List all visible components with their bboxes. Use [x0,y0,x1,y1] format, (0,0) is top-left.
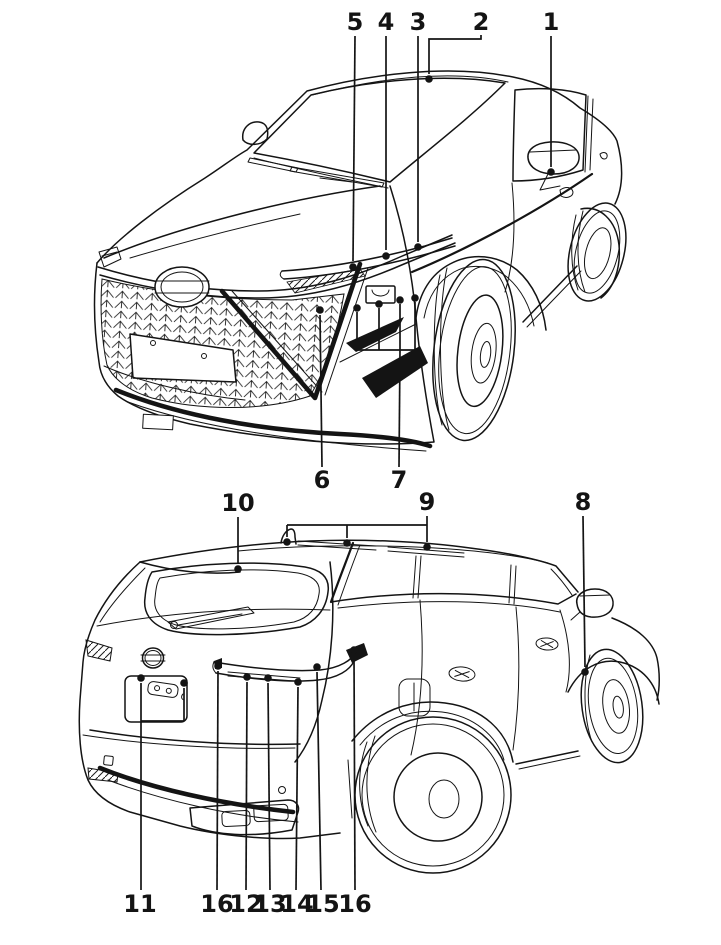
fuel-door [399,679,430,716]
callout-number: 13 [253,890,287,918]
callout-number: 15 [306,890,340,918]
rear-lamp-bar [213,643,368,681]
callout-number: 9 [418,488,436,516]
callout-10 [221,489,254,573]
callout-leader-line [399,350,400,467]
rear-view-rear-wheel [355,717,511,873]
callout-dot [547,168,555,176]
callout-leader-line [583,516,585,667]
callout-dot [243,673,251,681]
front-body-outline [97,71,622,263]
callout-number: 1 [542,8,560,36]
callout-7 [353,294,419,494]
callout-number: 8 [574,488,592,516]
callout-number: 2 [472,8,490,36]
callout-number: 12 [229,890,263,918]
front-door-handle [560,188,573,198]
callout-8 [575,488,592,676]
callout-leader-line [353,36,355,261]
rear-window [145,563,329,634]
nissan-badge-rear [141,648,165,668]
callout-dot [353,304,361,312]
left-tail-lamp [86,640,112,661]
side-mirror-rear-view [571,589,613,620]
callout-dot [350,646,358,654]
callout-number: 6 [313,466,331,494]
callout-dot [375,300,383,308]
callout-number: 11 [123,890,157,918]
callout-4 [378,8,395,260]
callout-15 [306,663,339,918]
side-mirror-front-view [528,142,579,190]
front-door-handle-rear-view [536,637,559,651]
callout-dot [214,662,222,670]
callout-3 [410,8,427,251]
callout-leader-line [429,35,481,74]
callout-dot [343,539,351,547]
callout-number: 10 [221,489,255,517]
callout-dot [316,306,324,314]
callout-number: 3 [409,8,427,36]
callout-leader-line [354,655,355,890]
callout-dot [234,565,242,573]
callout-dot [137,674,145,682]
rear-view-illustration [79,529,659,873]
callout-dot [294,678,302,686]
callout-16 [200,662,233,918]
callout-number: 7 [390,466,408,494]
nissan-badge-front [155,267,209,307]
callout-dot [411,294,419,302]
callout-number: 16 [338,890,372,918]
callout-dot [283,538,291,546]
rear-bumper [88,756,299,835]
rear-door-handle-rear-view [448,666,475,682]
callout-dot [349,263,357,271]
license-plate-recess [125,676,187,722]
callout-leader-line [296,687,298,890]
callout-dot [313,663,321,671]
callout-dot [180,679,188,687]
callout-dot [425,75,433,83]
callout-dot [581,668,589,676]
rear-door-handle [600,153,607,159]
roof-rails [298,541,464,557]
callout-number: 4 [377,8,395,36]
callout-number: 16 [200,890,234,918]
callout-number: 5 [346,8,364,36]
callout-dot [382,252,390,260]
front-view-illustration [95,71,636,451]
callout-dot [396,296,404,304]
callout-12 [229,673,262,918]
callout-14 [280,678,313,918]
callout-dot [264,674,272,682]
callout-13 [253,674,286,918]
callout-dot [423,543,431,551]
front-camera-icon [366,286,395,303]
callout-dot [414,243,422,251]
callout-number: 14 [280,890,314,918]
callout-5 [347,8,364,271]
callout-leader-line [217,671,218,890]
callout-leader-line [246,682,247,890]
callout-leader-line [268,683,270,890]
front-view-rear-wheel [559,197,636,307]
